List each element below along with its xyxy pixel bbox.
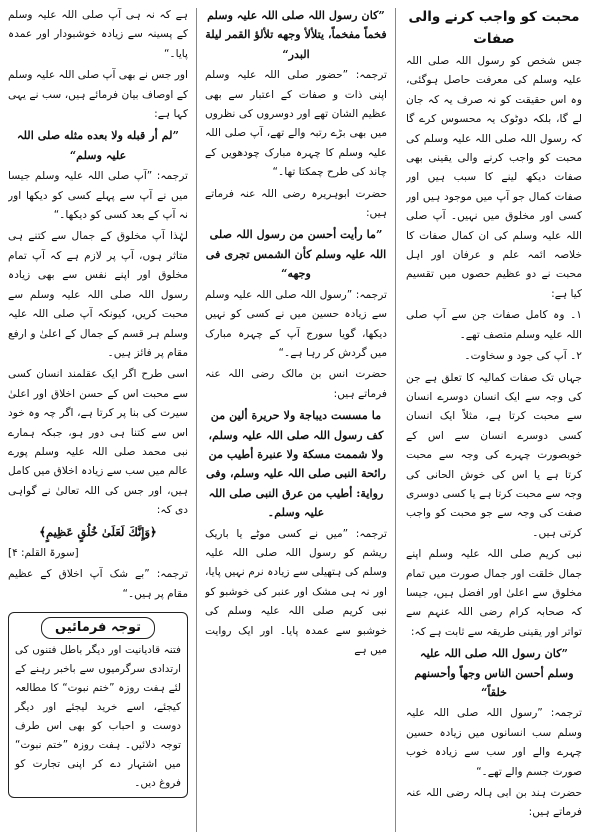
arabic-quote: ”کان رسول اللہ صلی اللہ علیہ وسلم أحسن الناس وجهاً وأحسنهم خلقاً“: [414, 646, 574, 699]
body-paragraph: نبی کریم صلی اللہ علیہ وسلم اپنے جمال خلقت اور جمال صورت میں تمام مخلوق سے اعلیٰ اور افضل ہیں، جیسا کہ صحابہ کرام رضی اللہ عنہم سے تواتر اور یقینی طریقہ سے ثابت ہے کہ:: [406, 548, 582, 638]
quran-verse: ﴿وَإِنَّكَ لَعَلَىٰ خُلُقٍ عَظِيمٍ﴾: [39, 524, 157, 539]
notice-title: توجہ فرمائیں: [41, 617, 155, 639]
translation-paragraph: ترجمہ: ”بے شک آپ اخلاق کے عظیم مقام پر ہیں۔“: [8, 568, 188, 600]
translation-paragraph: ترجمہ: ”میں نے کسی موٹے یا باریک ریشم کو رسول اللہ صلی اللہ علیہ وسلم کی ہتھیلی سے زیادہ نرم نہیں پایا، اور نہ ہی مشک اور عنبر کی خوشبو کو نبی کریم صلی اللہ علیہ وسلم کی خوشبو سے عمدہ پایا۔ اور ایک روایت میں ہے: [205, 527, 387, 656]
body-paragraph: جس شخص کو رسول اللہ صلی اللہ علیہ وسلم کی معرفت حاصل ہوگئی، وہ اس حقیقت کو نہ صرف یہ کہ جان لے گا، بلکہ دوٹوک یہ محسوس کرے گا کہ رسول اللہ صلی اللہ علیہ وسلم کی محبت کو واجب کرنے والی یقینی بھی صفات دیکھ لینے کا سبب ہیں اور صفات کمال جو آپ میں موجود ہیں اور کسی اور مخلوق میں نہیں۔ آپ صلی اللہ علیہ وسلم کی ان کمال صفات کا خلاصہ ائمہ علم و عرفان اور اہل محبت نے دو عظیم حصوں میں تقسیم کیا ہے:: [406, 55, 582, 300]
body-paragraph: ۲۔ آپ کی جود و سخاوت۔: [464, 350, 582, 363]
arabic-quote: ما مسست دیباجة ولا حریرة ألین من کف رسول اللہ صلی اللہ علیہ وسلم، ولا شممت مسکة ولا عنبرة أطیب من رائحة النبی صلی اللہ علیہ وسلم، وفی روایة: أطیب من عرق النبی صلی اللہ علیہ وسلم۔: [205, 408, 387, 520]
notice-box: [8, 612, 188, 798]
body-paragraph: اسی طرح اگر ایک عقلمند انسان کسی سے محبت اس کے حسن اخلاق اور اعلیٰ سیرت کی بنا پر کرتا ہے، اگر چہ وہ خود اس سے کتنا ہی دور ہو، جبکہ ہمارے نبی محمد صلی اللہ علیہ وسلم پورے عالم میں سب سے زیادہ اخلاق میں کامل ہیں، اور جس کی اللہ تعالیٰ نے گواہی دی کہ:: [8, 368, 188, 517]
body-paragraph: لہٰذا آپ مخلوق کے جمال سے کتنے ہی متاثر ہوں، آپ پر لازم ہے کہ آپ تمام مخلوق اور اپنے نفس سے بھی زیادہ رسول اللہ صلی اللہ علیہ وسلم سے محبت کریں، کیونکہ آپ صلی اللہ علیہ وسلم ہر قسم کے جمال کے اعلیٰ و ارفع مقام پر فائز ہیں۔: [8, 230, 188, 359]
left-column: [8, 6, 188, 836]
body-paragraph: جہاں تک صفات کمالیہ کا تعلق ہے جن کی وجہ سے ایک انسان دوسرے انسان سے محبت کرتا ہے، مثلاً ایک انسان کسی دوسرے انسان سے اس کے خوبصورت چہرے کی وجہ سے محبت کرتا ہے یا اس کی خوش الحانی کی وجہ سے محبت کرتا ہے یا کسی دوسری صفت کی وجہ سے جو محبت کو واجب کرتی ہیں۔: [406, 371, 582, 539]
verse-reference: [سورۃ القلم: ۴]: [8, 546, 79, 559]
middle-column: [205, 6, 387, 836]
notice-text: فتنہ قادیانیت اور دیگر باطل فتنوں کی ارتدادی سرگرمیوں سے باخبر رہنے کے لئے ہفت روزہ ”ختم نبوت“ کا مطالعہ کیجئے، اسے خرید لیجئے اور دیگر دوست و احباب کو بھی اس طرف توجہ دلائیں۔ ہفت روزہ ”ختم نبوت“ میں اشتہار دے کر اپنی تجارت کو فروغ دیں۔: [15, 644, 181, 790]
body-paragraph: ۱۔ وہ کامل صفات جن سے آپ صلی اللہ علیہ وسلم متصف تھے۔: [406, 309, 582, 341]
narrator-line: حضرت ابوہریرہ رضی اللہ عنہ فرماتے ہیں:: [205, 187, 387, 220]
right-column: [406, 6, 582, 836]
body-paragraph: اور جس نے بھی آپ صلی اللہ علیہ وسلم کے اوصاف بیان فرمائے ہیں، سب نے یہی کہا ہے:: [8, 69, 188, 121]
article-heading: محبت کو واجب کرنے والی صفات: [408, 9, 580, 47]
translation-paragraph: ترجمہ: ”حضور صلی اللہ علیہ وسلم اپنی ذات و صفات کے اعتبار سے بھی عظیم الشان تھے اور دوسروں کی نظروں میں بھی بڑے رتبہ والے تھے، آپ صلی اللہ علیہ وسلم کا چہرہ مبارک چودھویں کے چاند کی طرح چمکتا تھا۔“: [205, 69, 387, 179]
translation-paragraph: ترجمہ: ”رسول اللہ صلی اللہ علیہ وسلم سے زیادہ حسین میں نے کسی کو نہیں دیکھا، گویا سورج آپ کے چہرہ مبارک میں گردش کر رہا ہے۔“: [205, 288, 387, 359]
narrator-line: حضرت انس بن مالک رضی اللہ عنہ فرماتے ہیں:: [205, 368, 387, 400]
arabic-quote: ”لم أر قبله ولا بعده مثله صلی اللہ علیہ وسلم“: [17, 128, 179, 162]
column-divider: [395, 8, 396, 832]
translation-paragraph: ترجمہ: ”رسول اللہ صلی اللہ علیہ وسلم سب انسانوں میں زیادہ حسین چہرے والے اور سب سے زیادہ خوب صورت جسم والے تھے۔“: [406, 707, 582, 778]
translation-paragraph: ترجمہ: ”آپ صلی اللہ علیہ وسلم جیسا میں نے آپ سے پہلے کسی کو دیکھا اور نہ آپ کے بعد کسی کو دیکھا۔“: [8, 170, 188, 222]
arabic-quote: ”کان رسول اللہ صلی اللہ علیہ وسلم فخماً مفخماً، یتلألأ وجهه تلألؤ القمر لیلة البدر“: [205, 8, 387, 61]
narrator-line: حضرت ہند بن ابی ہالہ رضی اللہ عنہ فرماتے ہیں:: [406, 787, 582, 819]
body-paragraph: ہے کہ نہ ہی آپ صلی اللہ علیہ وسلم کے پسینہ سے زیادہ خوشبودار اور عمدہ پایا۔“: [8, 9, 188, 60]
arabic-quote: ”ما رأیت أحسن من رسول اللہ صلی اللہ علیہ وسلم کأن الشمس تجری فی وجهه“: [205, 227, 387, 281]
column-divider: [196, 8, 197, 832]
